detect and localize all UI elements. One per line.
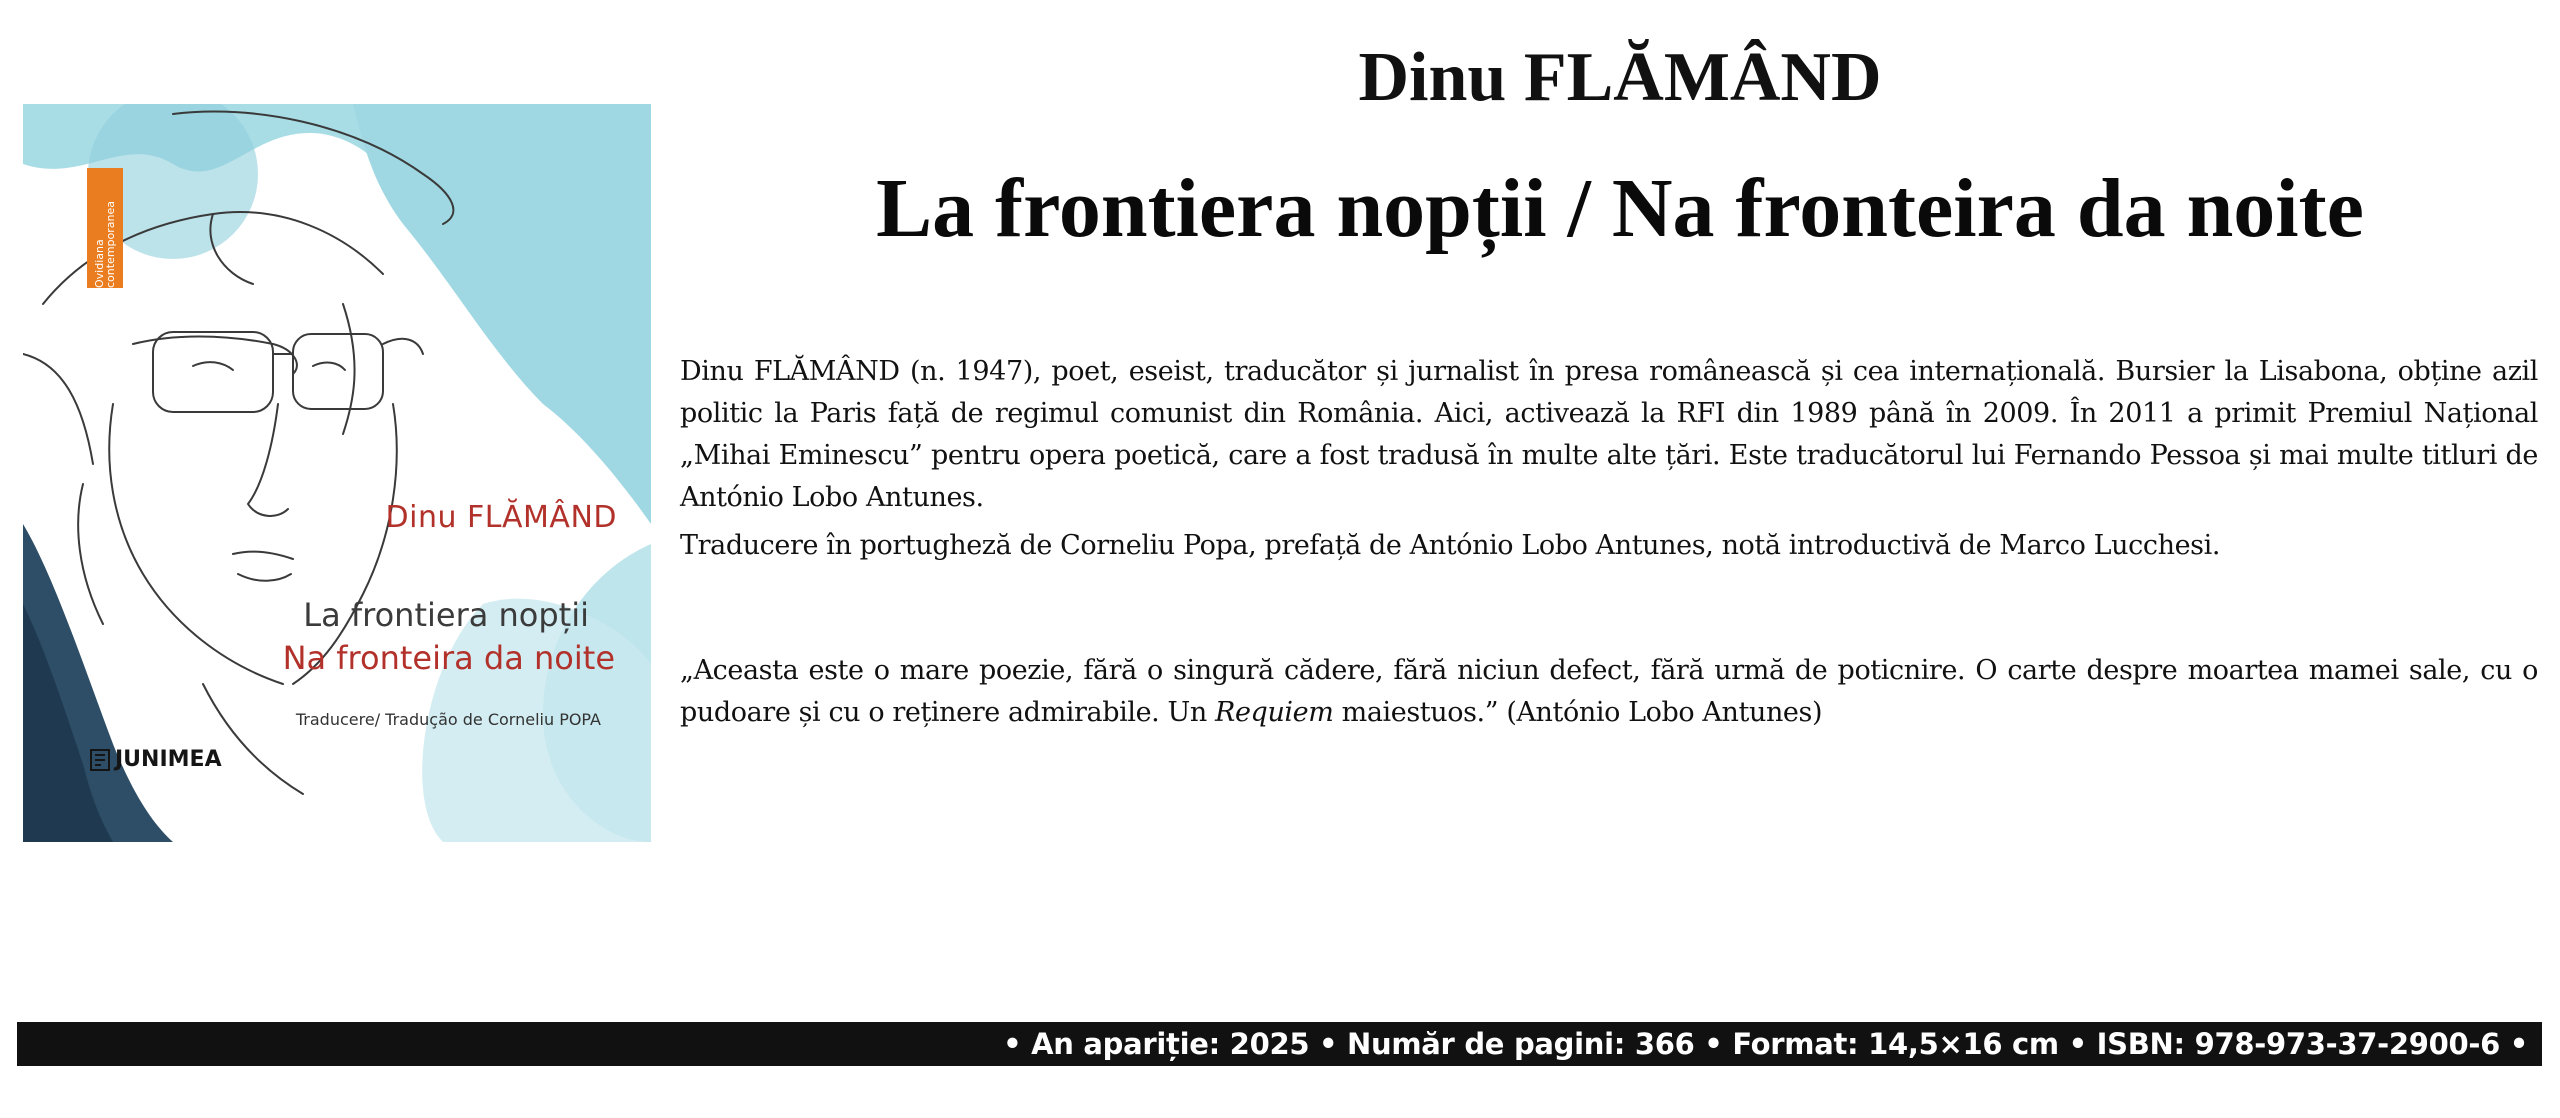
book-details-bar [17,1022,2542,1066]
review-quote [680,650,2538,734]
cover-title-portuguese: Na fronteira da noite [282,639,615,677]
quote-text-end: maiestuos.” (António Lobo Antunes) [1333,697,1823,728]
book-details-text: • An apariție: 2025 • Număr de pagini: 366 • Format: 14,5×16 cm • ISBN: 978-973-37-2900-6 • [1003,1027,2528,1061]
quote-text-start: „Aceasta este o mare poezie, fără o singură cădere, fără niciun defect, fără urmă de poticnire. O carte despre moartea mamei sale, cu o pudoare și cu o reținere admirabile. Un [680,655,2538,728]
series-tag: Ovidiana contemporanea [87,168,123,288]
cover-author: Dinu FLĂMÂND [385,500,617,535]
cover-translator-line: Traducere/ Tradução de Corneliu POPA [295,710,601,729]
publisher-name: JUNIMEA [115,747,222,772]
publisher-logo [89,747,222,772]
quote-italic-word: Requiem [1215,697,1334,728]
publisher-emblem-icon [89,748,111,772]
book-title: La frontiera nopții / Na fronteira da noite [876,162,2364,255]
book-cover [23,104,651,842]
cover-title-romanian: La frontiera nopții [303,596,589,634]
translation-credits: Traducere în portugheză de Corneliu Popa, prefață de António Lobo Antunes, notă introductivă de Marco Lucchesi. [680,530,2221,561]
author-bio: Dinu FLĂMÂND (n. 1947), poet, eseist, traducător și jurnalist în presa românească și cea internațională. Bursier la Lisabona, obține azil politic la Paris față de regimul comunist din România. Aici, activează la RFI din 1989 până în 2009. În 2011 a primit Premiul Național „Mihai Eminescu” pentru opera poetică, care a fost tradusă în multe alte țări. Este traducătorul lui Fernando Pessoa și mai multe titluri de António Lobo Antunes. [680,356,2538,513]
author-heading: Dinu FLĂMÂND [1358,39,1882,116]
